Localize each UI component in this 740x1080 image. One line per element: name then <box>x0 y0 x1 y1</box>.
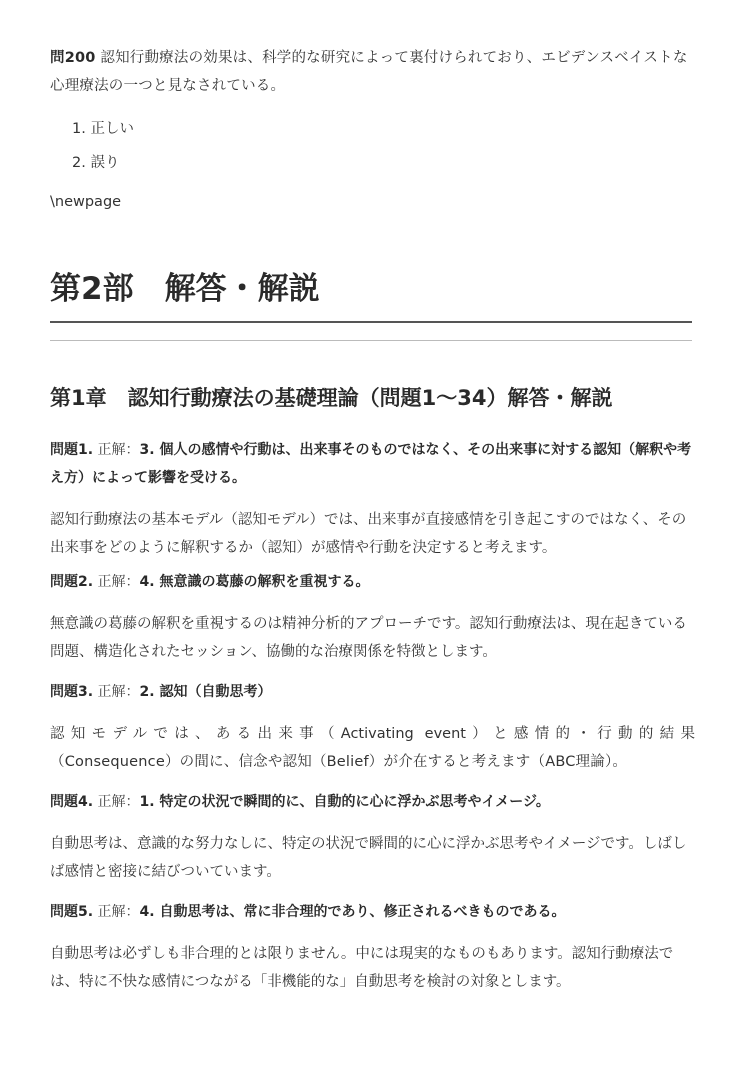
answer-block-3 <box>50 678 695 776</box>
answer-text: 1. 特定の状況で瞬間的に、自動的に心に浮かぶ思考やイメージ。 <box>139 794 550 810</box>
answer-number: 問題1. <box>50 442 94 458</box>
answer-block-4 <box>50 788 695 886</box>
answer-number: 問題3. <box>50 684 94 700</box>
answer-explanation: 自動思考は、意識的な努力なしに、特定の状況で瞬間的に心に浮かぶ思考やイメージです。しばしば感情と密接に結びついています。 <box>50 836 687 880</box>
part-divider-thin <box>50 340 692 341</box>
chapter-title: 第1章 認知行動療法の基礎理論（問題1〜34）解答・解説 <box>50 386 613 410</box>
answer-label: 正解： <box>93 442 140 458</box>
question-200 <box>50 44 695 100</box>
question-200-options <box>72 112 134 180</box>
answer-heading <box>50 568 695 596</box>
question-200-text: 認知行動療法の効果は、科学的な研究によって裏付けられており、エビデンスベイストな心理療法の一つと見なされている。 <box>50 50 688 94</box>
answer-text: 4. 自動思考は、常に非合理的であり、修正されるべきものである。 <box>139 904 566 920</box>
option-false: 2. 誤り <box>72 155 120 171</box>
part-title: 第2部 解答・解説 <box>50 271 320 307</box>
answer-label: 正解： <box>93 574 140 590</box>
answer-block-1 <box>50 436 695 562</box>
answer-heading <box>50 898 695 926</box>
answer-explanation-line: （Consequence）の間に、信念や認知（Belief）が介在すると考えます（ABC理論）。 <box>50 754 628 770</box>
option-true: 1. 正しい <box>72 121 134 137</box>
answer-number: 問題2. <box>50 574 94 590</box>
answer-label: 正解： <box>93 684 140 700</box>
answer-heading <box>50 788 695 816</box>
answer-heading <box>50 678 695 706</box>
answer-label: 正解： <box>93 794 140 810</box>
answer-explanation: 自動思考は必ずしも非合理的とは限りません。中には現実的なものもあります。認知行動療法では、特に不快な感情につながる「非機能的な」自動思考を検討の対象とします。 <box>50 946 674 990</box>
answer-text: 4. 無意識の葛藤の解釈を重視する。 <box>139 574 370 590</box>
answer-block-5 <box>50 898 695 996</box>
question-200-number: 問200 <box>50 50 96 66</box>
answer-number: 問題5. <box>50 904 94 920</box>
answer-explanation: 認知行動療法の基本モデル（認知モデル）では、出来事が直接感情を引き起こすのではなく、その出来事をどのように解釈するか（認知）が感情や行動を決定すると考えます。 <box>50 512 687 556</box>
answer-text: 3. 個人の感情や行動は、出来事そのものではなく、その出来事に対する認知（解釈や考え方）によって影響を受ける。 <box>50 442 692 486</box>
answer-explanation-line: 認知モデルでは、ある出来事（Activating event）と感情的・行動的結果 <box>50 726 695 742</box>
answer-block-2 <box>50 568 695 666</box>
answer-label: 正解： <box>93 904 140 920</box>
answer-text: 2. 認知（自動思考） <box>139 684 272 700</box>
part-divider-thick <box>50 321 692 323</box>
answer-heading <box>50 436 695 492</box>
newpage-marker: \newpage <box>50 194 122 210</box>
answer-explanation: 無意識の葛藤の解釈を重視するのは精神分析的アプローチです。認知行動療法は、現在起きている問題、構造化されたセッション、協働的な治療関係を特徴とします。 <box>50 616 687 660</box>
answer-number: 問題4. <box>50 794 94 810</box>
